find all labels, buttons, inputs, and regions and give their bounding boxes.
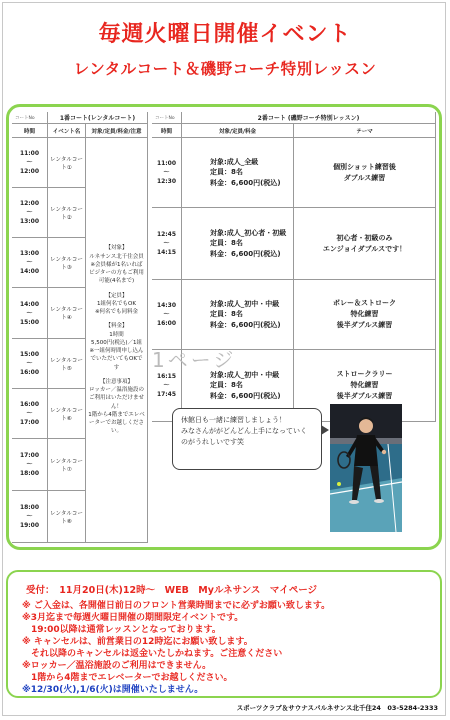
court1-name: 1番コート(レンタルコート) <box>48 112 148 124</box>
court1-slot-event: レンタルコート④ <box>48 288 86 339</box>
court1-tag: コートNo <box>12 112 48 124</box>
court1-col-event: イベント名 <box>48 124 86 138</box>
court2-lesson-time: 11:00 ～ 12:30 <box>152 138 182 208</box>
page-watermark: 1ページ <box>152 348 237 372</box>
court1-slot-time: 15:00 ～ 16:00 <box>12 339 48 389</box>
court1-slot-event: レンタルコート⑤ <box>48 339 86 389</box>
notice-line-highlight: ※12/30(火),1/6(火)は開催いたしません。 <box>22 685 204 695</box>
coach-photo-image <box>330 404 402 532</box>
court1-notes: 【対象】 ルネサンス北千住会員 ※会員様が1名いればビジターの方もご利用可能(4名まで) 【定員】 1組何名でもOK ※何名でも同料金 【料金】 1時間 5,500円(税込)／1組 ※一組何時間申し込んでいただいてもOKです 【注意事項】 ロッカー／温浴施設のご利用はいただけません！ 1階から4階までエレベーターでお越しください。 <box>86 138 148 543</box>
notice-line: ※ ご入金は、各開催日前日のフロント営業時間までに必ずお願い致します。 <box>22 601 331 611</box>
court2-tag: コートNo <box>152 112 182 124</box>
court1-slot-event: レンタルコート⑥ <box>48 389 86 439</box>
notice-line: 1階から4階までエレベーターでお越しください。 <box>22 673 233 683</box>
reception-info: 受付： 11月20日(木)12時～ WEB Myルネサンス マイページ <box>26 585 318 596</box>
court1-slot-event: レンタルコート⑦ <box>48 439 86 491</box>
court2-lesson-theme: 個別ショット練習後 ダブルス練習 <box>294 138 436 208</box>
notice-line: 19:00以降は通常レッスンとなっております。 <box>22 625 221 635</box>
page-title: 毎週火曜日開催イベント <box>98 22 352 47</box>
court2-lesson-theme: 初心者・初級のみ エンジョイダブルスです！ <box>294 208 436 280</box>
court2-lesson-target: 対象:成人_初心者・初級 定員：8名 料金：6,600円(税込) <box>182 208 294 280</box>
court2-lesson-time: 16:15 ～ 17:45 <box>152 350 182 422</box>
speech-bubble: 休館日も一緒に練習しましょう！ みなさんががどんどん上手になっていく のがうれしいです笑 <box>172 408 322 470</box>
court1-slot-time: 18:00 ～ 19:00 <box>12 491 48 543</box>
court1-col-time: 時間 <box>12 124 48 138</box>
court2-col-time: 時間 <box>152 124 182 138</box>
court2-lesson-theme: ボレー＆ストローク 特化練習 後半ダブルス練習 <box>294 280 436 350</box>
court2-lesson-theme: ストロークラリー 特化練習 後半ダブルス練習 <box>294 350 436 422</box>
court1-slot-event: レンタルコート① <box>48 138 86 188</box>
court1-slot-event: レンタルコート③ <box>48 238 86 288</box>
court1-slot-event: レンタルコート⑧ <box>48 491 86 543</box>
court2-lesson-time: 14:30 ～ 16:00 <box>152 280 182 350</box>
notice-line: ※ロッカー／温浴施設のご利用はできません。 <box>22 661 212 671</box>
court2-lesson-target: 対象:成人_初中・中級 定員：8名 料金：6,600円(税込) <box>182 350 294 422</box>
notice-line: それ以降のキャンセルは返金いたしかねます。ご注意ください <box>22 649 283 659</box>
coach-photo <box>330 404 402 532</box>
court1-slot-time: 17:00 ～ 18:00 <box>12 439 48 491</box>
notice-line: ※ キャンセルは、前営業日の12時迄にお願い致します。 <box>22 637 253 647</box>
court2-lesson-time: 12:45 ～ 14:15 <box>152 208 182 280</box>
footer-contact: スポーツクラブ＆サウナスパルネサンス北千住24 03-5284-2333 <box>236 704 438 712</box>
court2-lesson-target: 対象:成人_初中・中級 定員：8名 料金：6,600円(税込) <box>182 280 294 350</box>
page-subtitle: レンタルコート＆磯野コーチ特別レッスン <box>73 60 377 78</box>
court2-lesson-target: 対象:成人_全級 定員：8名 料金：6,600円(税込) <box>182 138 294 208</box>
court2-col-target: 対象/定員/料金 <box>182 124 294 138</box>
court1-slot-time: 11:00 ～ 12:00 <box>12 138 48 188</box>
court2-name: 2番コート (磯野コーチ特別レッスン) <box>182 112 436 124</box>
court1-slot-time: 13:00 ～ 14:00 <box>12 238 48 288</box>
court1-slot-time: 14:00 ～ 15:00 <box>12 288 48 339</box>
court2-col-theme: テーマ <box>294 124 436 138</box>
court1-slot-time: 12:00 ～ 13:00 <box>12 188 48 238</box>
notice-line: ※3月迄まで毎週火曜日開催の期間限定イベントです。 <box>22 613 244 623</box>
court1-col-target: 対象/定員/料金/注意 <box>86 124 148 138</box>
court1-slot-time: 16:00 ～ 17:00 <box>12 389 48 439</box>
court1-slot-event: レンタルコート② <box>48 188 86 238</box>
